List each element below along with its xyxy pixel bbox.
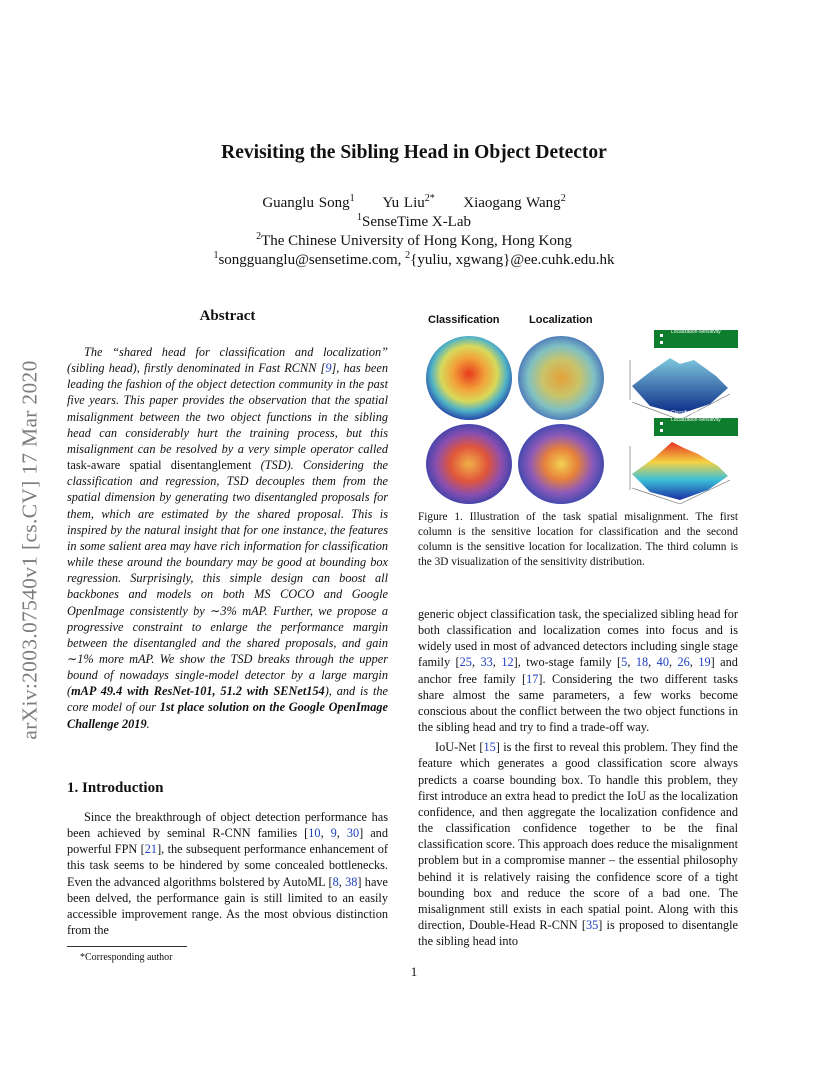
citation-link[interactable]: 12 xyxy=(501,655,514,670)
sensitivity-3d-plot-top xyxy=(630,330,738,420)
figure-label-localization: Localization xyxy=(529,314,593,326)
citation-link[interactable]: 25 xyxy=(459,655,472,670)
author-name: Yu Liu xyxy=(382,195,425,211)
page-number: 1 xyxy=(410,964,418,979)
arxiv-identifier: arXiv:2003.07540v1 [cs.CV] 17 Mar 2020 xyxy=(17,360,42,740)
right-column-body: generic object classification task, the specialized sibling head for both classification and localization comes into focus and is widely used in most of advanced detectors including single stage family [25, 33, 12], two-stage family [5, 18, 40, 26, 19] and anchor free family [17]. Considering the two different tasks share almost the same parameters, a few works become conscious about the conflict between the two object functions in the sibling head and try to find a trade-off way. IoU-Net [15] is the first to reveal this problem. They find the feature which generates a good classification score always predicts a coarse bounding box. To handle this problem, they first introduce an extra head to predict the IoU as the localization confidence, and then aggregate the localization confidence and the classification confidence together to be the final classification score. This approach does reduce the misalignment problem but in a compromise manner – the essential philosophy behind it is relatively raising the confidence score of a tight bounding box and reduce the score of a bad one. The misalignment still exists in each spatial point. Along with this direction, Double-Head R-CNN [35] is proposed to disentangle the sibling head into xyxy=(418,607,739,949)
citation-link[interactable]: 26 xyxy=(677,655,690,670)
affiliation-2 xyxy=(0,233,828,250)
paper-title: Revisiting the Sibling Head in Object Detector xyxy=(221,142,607,163)
author-name: Xiaogang Wang xyxy=(463,195,561,211)
author-list xyxy=(0,195,828,212)
citation-link[interactable]: 30 xyxy=(346,826,360,841)
intro-body: Since the breakthrough of object detection performance has been achieved by seminal R-CNN families [10, 9, 30] and powerful FPN [21], the subsequent performance enhancement of this task seems to be hindered by some concealed bottlenecks. Even the advanced algorithms bolstered by AutoML [8, 38] have been delved, the performance gain is still limited to an easily accessible improvement range. As the most obvious distinction from the xyxy=(67,810,389,938)
citation-link[interactable]: 17 xyxy=(526,671,539,686)
affiliation-mark: 1 xyxy=(356,212,362,223)
intro-heading: 1. Introduction xyxy=(67,780,164,796)
citation-link[interactable]: 10 xyxy=(308,826,321,841)
abstract-heading: Abstract xyxy=(199,308,256,324)
citation-link[interactable]: 18 xyxy=(635,655,649,670)
citation-link[interactable]: 9 xyxy=(330,826,337,841)
legend-item-localization: Localization-sensitivity xyxy=(671,417,721,423)
legend-item-localization: Localization-sensitivity xyxy=(671,329,721,335)
citation-link[interactable]: 9 xyxy=(325,361,332,376)
citation-link[interactable]: 38 xyxy=(345,874,358,889)
affiliation-text: The Chinese University of Hong Kong, Hong Kong xyxy=(261,233,572,249)
author-name: Guanglu Song xyxy=(262,195,350,211)
figure-1 xyxy=(418,310,740,505)
citation-link[interactable]: 40 xyxy=(656,655,669,670)
citation-link[interactable]: 35 xyxy=(585,917,599,932)
author-mark: 2 xyxy=(560,193,566,204)
citation-link[interactable]: 8 xyxy=(332,874,339,889)
email-text: {yuliu, xgwang}@ee.cuhk.edu.hk xyxy=(410,252,615,268)
localization-heatmap-bottom xyxy=(518,424,604,504)
author-mark: 1 xyxy=(349,193,355,204)
citation-link[interactable]: 21 xyxy=(144,842,158,857)
classification-heatmap-bottom xyxy=(426,424,512,504)
legend-item-classification: Classification-sensitivity xyxy=(671,322,724,328)
author-emails xyxy=(0,252,828,269)
footnote: *Corresponding author xyxy=(80,952,173,963)
citation-link[interactable]: 33 xyxy=(480,655,493,670)
email-mark: 1 xyxy=(213,250,219,261)
affiliation-1 xyxy=(0,214,828,231)
affiliation-text: SenseTime X-Lab xyxy=(361,214,472,230)
author-mark: 2* xyxy=(424,193,435,204)
email-text: songguanglu@sensetime.com, xyxy=(218,252,402,268)
figure-label-classification: Classification xyxy=(428,314,500,326)
abstract-body: The “shared head for classification and localization” (sibling head), firstly denominated in Fast RCNN [9], has been leading the fashion of the object detection community in the past five years. This paper provides the observation that the spatial misalignment between the two object functions in the sibling head can considerably hurt the training process, but this misalignment can be resolved by a very simple operator called task-aware spatial disentanglement (TSD). Considering the classification and regression, TSD decouples them from the spatial dimension by generating two disentangled proposals for them, which are estimated by the shared proposal. This is inspired by the natural insight that for one instance, the features in some salient area may have rich information for classification while these around the boundary may be good at bounding box regression. Surprisingly, this simple design can boost all backbones and models on both MS COCO and Google OpenImage consistently by ∼3% mAP. Further, we propose a progressive constraint to enlarge the performance margin between the disentangled and the shared proposals, and gain ∼1% more mAP. We show the TSD breaks through the upper bound of nowadays single-model detector by a large margin (mAP 49.4 with ResNet-101, 51.2 with SENet154), and is the core model of our 1st place solution on the Google OpenImage Challenge 2019. xyxy=(67,345,389,731)
arxiv-sidebar xyxy=(8,300,52,800)
citation-link[interactable]: 15 xyxy=(483,740,496,755)
footnote-rule xyxy=(67,946,187,947)
classification-heatmap-top xyxy=(426,336,512,420)
legend-item-classification: Classification-sensitivity xyxy=(671,410,724,416)
citation-link[interactable]: 19 xyxy=(698,655,711,670)
localization-heatmap-top xyxy=(518,336,604,420)
figure-caption: Figure 1. Illustration of the task spatial misalignment. The first column is the sensitive location for classification and the second column is the sensitive location for localization. The third column is the 3D visualization of the sensitivity distribution. xyxy=(418,511,738,568)
affiliation-mark: 2 xyxy=(256,231,262,242)
email-mark: 2 xyxy=(405,250,411,261)
sensitivity-3d-plot-bottom xyxy=(630,418,738,504)
citation-link[interactable]: 5 xyxy=(621,655,628,670)
